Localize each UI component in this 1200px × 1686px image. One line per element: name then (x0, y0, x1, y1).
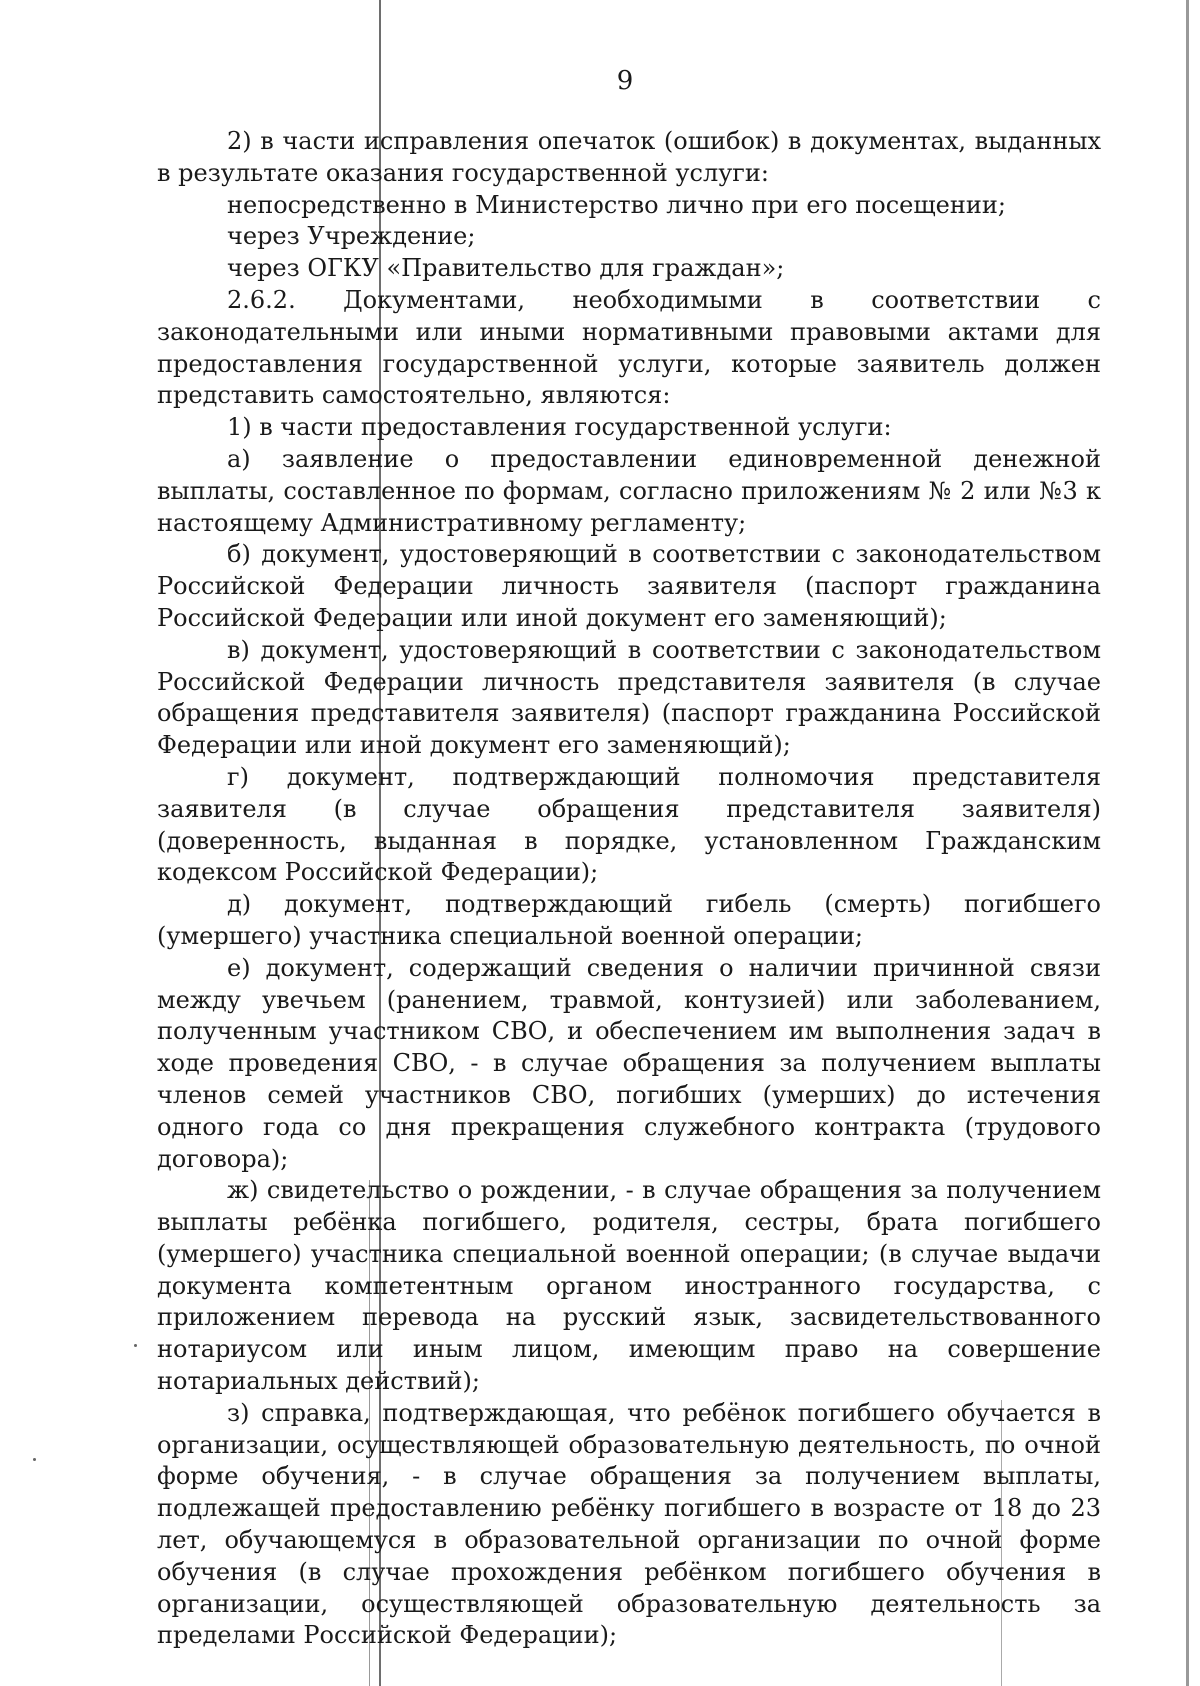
paragraph: 2.6.2. Документами, необходимыми в соответствии с законодательными или иными нормативными правовыми актами для предоставления государственной услуги, которые заявитель должен представить самостоятельно, являются: (157, 285, 1101, 410)
paragraph: а) заявление о предоставлении единовременной денежной выплаты, составленное по формам, согласно приложениям № 2 или №3 к настоящему Административному регламенту; (157, 444, 1101, 537)
paragraph: ж) свидетельство о рождении, - в случае обращения за получением выплаты ребёнка погибшего, родителя, сестры, брата погибшего (умершего) участника специальной военной операции; (в случае выдачи документа компетентным органом иностранного государства, с приложением перевода на русский язык, засвидетельствованного нотариусом или иным лицом, имеющим право на совершение нотариальных действий); (157, 1176, 1101, 1396)
paragraph: г) документ, подтверждающий полномочия представителя заявителя (в случае обращения представителя заявителя) (доверенность, выданная в порядке, установленном Гражданским кодексом Российской Федерации); (157, 762, 1101, 887)
scan-edge-line (1186, 0, 1189, 1686)
paragraph: через ОГКУ «Правительство для граждан»; (227, 254, 785, 283)
paragraph: е) документ, содержащий сведения о наличии причинной связи между увечьем (ранением, травмой, контузией) или заболеванием, полученным участником СВО, и обеспечением им выполнения задач в ходе проведения СВО, - в случае обращения за получением выплаты членов семей участников СВО, погибших (умерших) до истечения одного года со дня прекращения служебного контракта (трудового договора); (157, 953, 1101, 1173)
paragraph: з) справка, подтверждающая, что ребёнок погибшего обучается в организации, осуществляющей образовательную деятельность, по очной форме обучения, - в случае обращения за получением выплаты, подлежащей предоставлению ребёнку погибшего в возрасте от 18 до 23 лет, обучающемуся в образовательной организации по очной форме обучения (в случае прохождения ребёнком погибшего обучения в организации, осуществляющей образовательную деятельность за пределами Российской Федерации); (157, 1398, 1101, 1650)
paragraph: в) документ, удостоверяющий в соответствии с законодательством Российской Федерации личность представителя заявителя (в случае обращения представителя заявителя) (паспорт гражданина Российской Федерации или иной документ его заменяющий); (157, 635, 1101, 760)
paragraph: 1) в части предоставления государственной услуги: (227, 413, 892, 442)
paragraph: через Учреждение; (227, 222, 476, 251)
paragraph: непосредственно в Министерство лично при его посещении; (227, 190, 1006, 219)
scan-speck (33, 1458, 36, 1461)
page-number: 9 (616, 66, 634, 96)
document-body (157, 126, 1101, 1652)
paragraph: д) документ, подтверждающий гибель (смерть) погибшего (умершего) участника специальной военной операции; (157, 890, 1101, 950)
paragraph: 2) в части исправления опечаток (ошибок) в документах, выданных в результате оказания государственной услуги: (157, 127, 1101, 187)
paragraph: б) документ, удостоверяющий в соответствии с законодательством Российской Федерации личность заявителя (паспорт гражданина Российской Федерации или иной документ его заменяющий); (157, 540, 1101, 632)
scan-speck (134, 1344, 137, 1347)
